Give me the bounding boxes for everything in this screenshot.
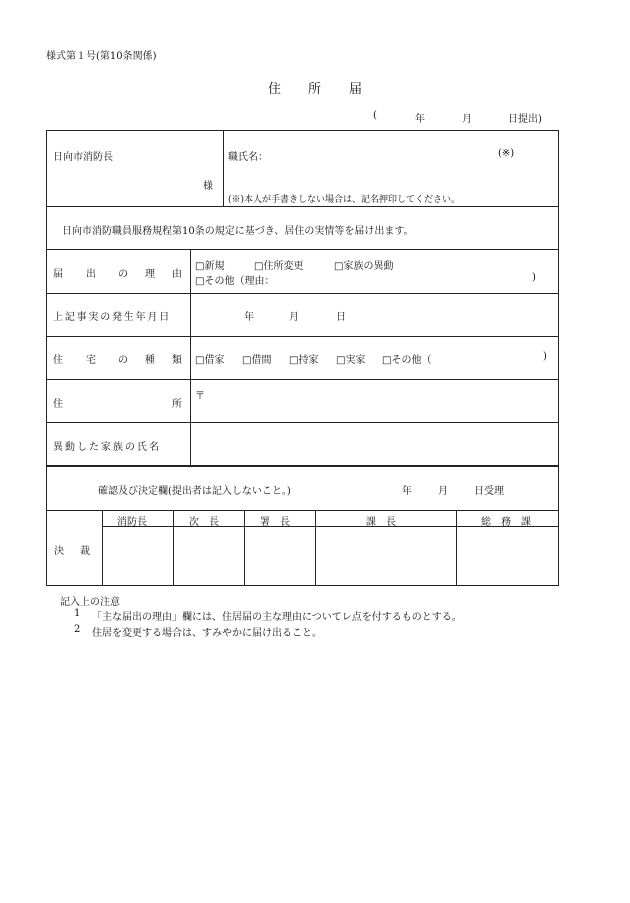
label-char: 類 [172, 355, 182, 366]
reason-option-family-change[interactable]: □家族の異動 [334, 261, 394, 272]
confirmation-day-received: 日受理 [474, 486, 504, 497]
column-fire-chief: 消防長 [117, 517, 147, 528]
recipient-honorific: 様 [203, 181, 213, 192]
note-number: 2 [74, 624, 81, 635]
date-day-submitted: 日提出) [508, 114, 542, 125]
label-char: 種 [145, 355, 155, 366]
label-char: 決 [54, 546, 64, 557]
occurrence-day: 日 [336, 312, 346, 323]
official-label: 職氏名： [228, 152, 268, 163]
form-number: 様式第１号(第10条関係) [46, 51, 157, 62]
reason-option-new[interactable]: □新規 [195, 261, 225, 272]
label-char: 裁 [80, 546, 90, 557]
housing-option-owned[interactable]: □持家 [289, 355, 319, 366]
confirmation-year: 年 [402, 486, 412, 497]
label-char: の [118, 355, 128, 366]
title-char: 所 [308, 82, 322, 97]
label-char: 住 [53, 399, 63, 410]
occurrence-date-label: 上記事実の発生年月日 [53, 312, 171, 323]
note-number: 1 [74, 608, 81, 619]
date-paren-open: ( [373, 110, 377, 121]
reason-option-address-change[interactable]: □住所変更 [254, 261, 304, 272]
family-names-label: 異動した家族の氏名 [53, 442, 161, 453]
title-char: 届 [349, 82, 363, 97]
reason-option-other[interactable]: □その他（理由： [195, 276, 275, 287]
column-general-affairs: 総 務 課 [481, 517, 531, 528]
label-char: 宅 [86, 355, 96, 366]
note-text: 住居を変更する場合は、すみやかに届け出ること。 [92, 628, 322, 639]
date-month: 月 [462, 114, 472, 125]
postal-mark: 〒 [195, 391, 205, 402]
title-char: 住 [268, 82, 282, 97]
housing-option-rented-room[interactable]: □借間 [242, 355, 272, 366]
label-char: 由 [172, 269, 182, 280]
column-deputy-chief: 次 長 [189, 517, 219, 528]
date-year: 年 [415, 114, 425, 125]
housing-option-other[interactable]: □その他（ [382, 355, 432, 366]
housing-other-close: ) [543, 351, 547, 362]
column-station-chief: 署 長 [260, 517, 290, 528]
statement-text: 日向市消防職員服務規程第10条の規定に基づき、居住の実情等を届け出ます。 [62, 226, 414, 237]
housing-option-rented-house[interactable]: □借家 [195, 355, 225, 366]
confirmation-month: 月 [438, 486, 448, 497]
reason-other-close: ) [532, 272, 536, 283]
label-char: 所 [172, 399, 182, 410]
label-char: 住 [53, 355, 63, 366]
label-char: 出 [86, 269, 96, 280]
recipient-name: 日向市消防長 [53, 152, 113, 163]
label-char: 理 [145, 269, 155, 280]
confirmation-label: 確認及び決定欄(提出者は記入しないこと。) [98, 486, 291, 497]
column-section-chief: 課 長 [366, 517, 396, 528]
housing-option-family-home[interactable]: □実家 [336, 355, 366, 366]
label-char: の [118, 269, 128, 280]
seal-mark: (※) [498, 148, 515, 159]
occurrence-year: 年 [244, 312, 254, 323]
label-char: 届 [53, 269, 63, 280]
notes-title: 記入上の注意 [60, 597, 120, 608]
seal-note: (※)本人が手書きしない場合は、記名押印してください。 [228, 195, 461, 205]
occurrence-month: 月 [289, 312, 299, 323]
note-text: 「主な届出の理由」欄には、住居届の主な理由についてレ点を付するものとする。 [92, 612, 462, 623]
